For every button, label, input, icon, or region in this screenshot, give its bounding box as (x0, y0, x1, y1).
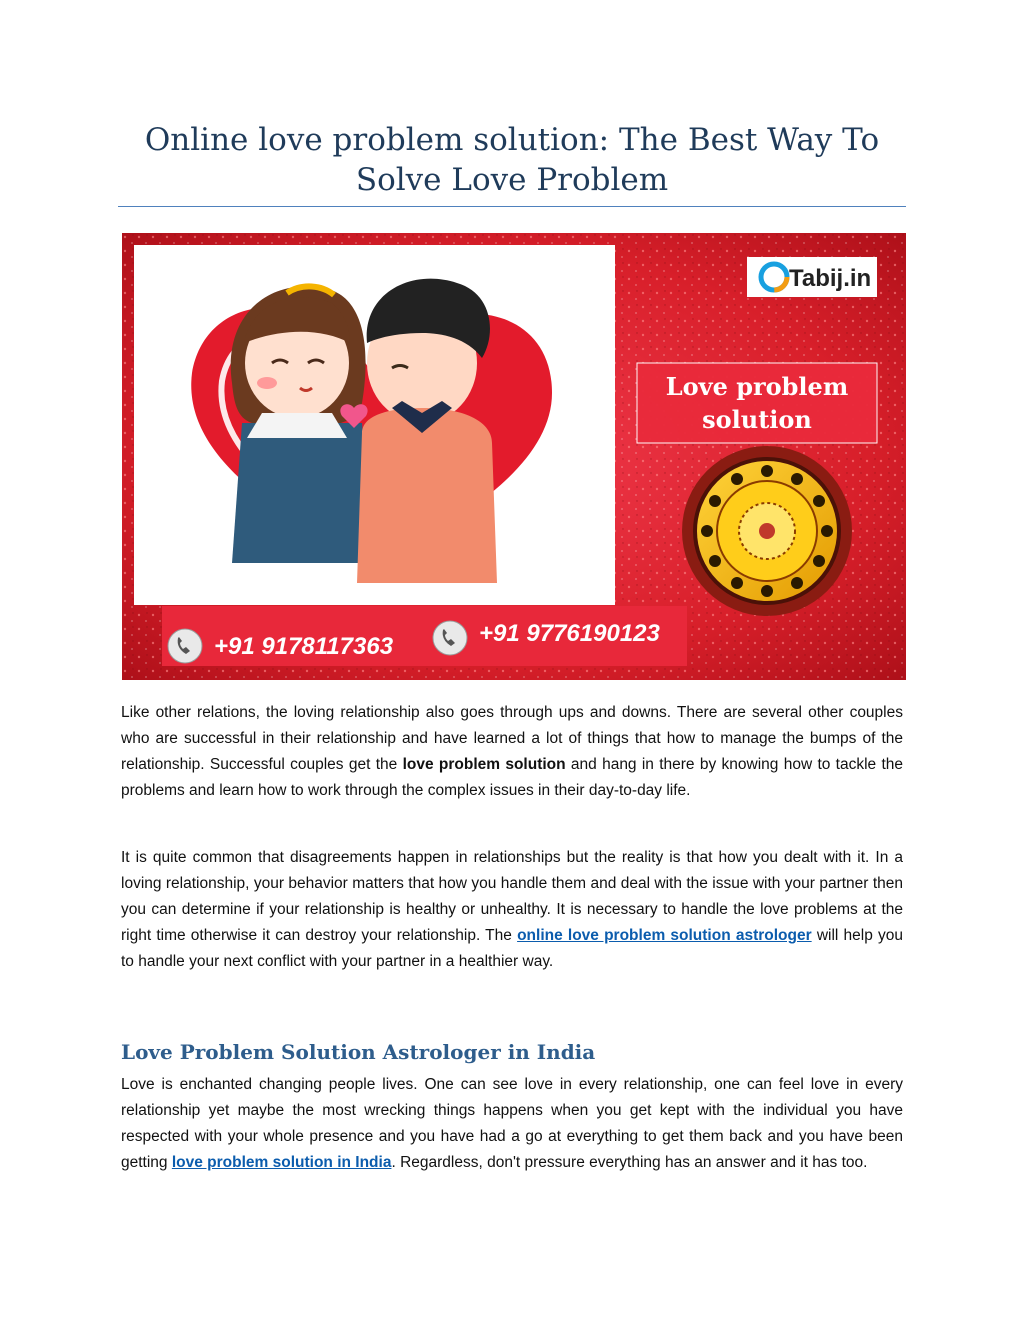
bold-term: love problem solution (402, 756, 566, 773)
paragraph-text: It is quite common that disagreements happen in relationships but the reality is that how you dealt with it. In a loving relationship, your behavior matters that how you handle them and deal with the issue with your partner then you can determine if your relationship is healthy or unhealthy. It is necessary to handle the love problems at the right time otherwise it can destroy your relationship. The (121, 849, 903, 944)
brand-logo (747, 257, 877, 297)
paragraph-text: Love is enchanted changing people lives. One can see love in every relationship, one can feel love in every relationship yet maybe the most wrecking things happens when you get kept with the individual you have respected with your whole presence and you have had a go at everything to get them back and you have been getting (121, 1076, 903, 1171)
hero-image (122, 233, 906, 680)
page-title: Online love problem solution: The Best Way To Solve Love Problem (144, 122, 880, 198)
astrologer-link[interactable]: online love problem solution astrologer (517, 927, 812, 944)
svg-text:+91 9776190123: +91 9776190123 (479, 620, 660, 647)
love-problem-badge (637, 363, 877, 443)
phone-icon (168, 629, 202, 663)
svg-text:+91 9178117363: +91 9178117363 (214, 633, 394, 660)
phone-icon (433, 621, 467, 655)
paragraph-intro (121, 700, 903, 804)
svg-text:Tabij.in: Tabij.in (789, 265, 872, 292)
paragraph-text: and hang in there by knowing how to tackle the problems and learn how to work through the complex issues in their day-to-day life. (121, 756, 904, 799)
paragraph-india (121, 1072, 903, 1176)
paragraph-text: Like other relations, the loving relationship also goes through ups and downs. There are several other couples who are successful in their relationship and have learned a lot of things that how to manage the bumps of the relationship. Successful couples get the (121, 704, 903, 773)
svg-text:Love problem: Love problem (665, 372, 849, 401)
zodiac-wheel-icon (682, 446, 852, 616)
title-divider (118, 206, 906, 207)
india-link[interactable]: love problem solution in India (171, 1154, 392, 1171)
phone-bar (162, 606, 687, 666)
paragraph-text: . Regardless, don't pressure everything has an answer and it has too. (391, 1154, 868, 1171)
section-heading: Love Problem Solution Astrologer in India (121, 1040, 596, 1064)
boy-figure (357, 279, 497, 583)
paragraph-text: will help you to handle your next conflict with your partner in a healthier way. (121, 927, 903, 970)
paragraph-disagreements (121, 845, 903, 975)
svg-text:solution: solution (702, 405, 812, 434)
